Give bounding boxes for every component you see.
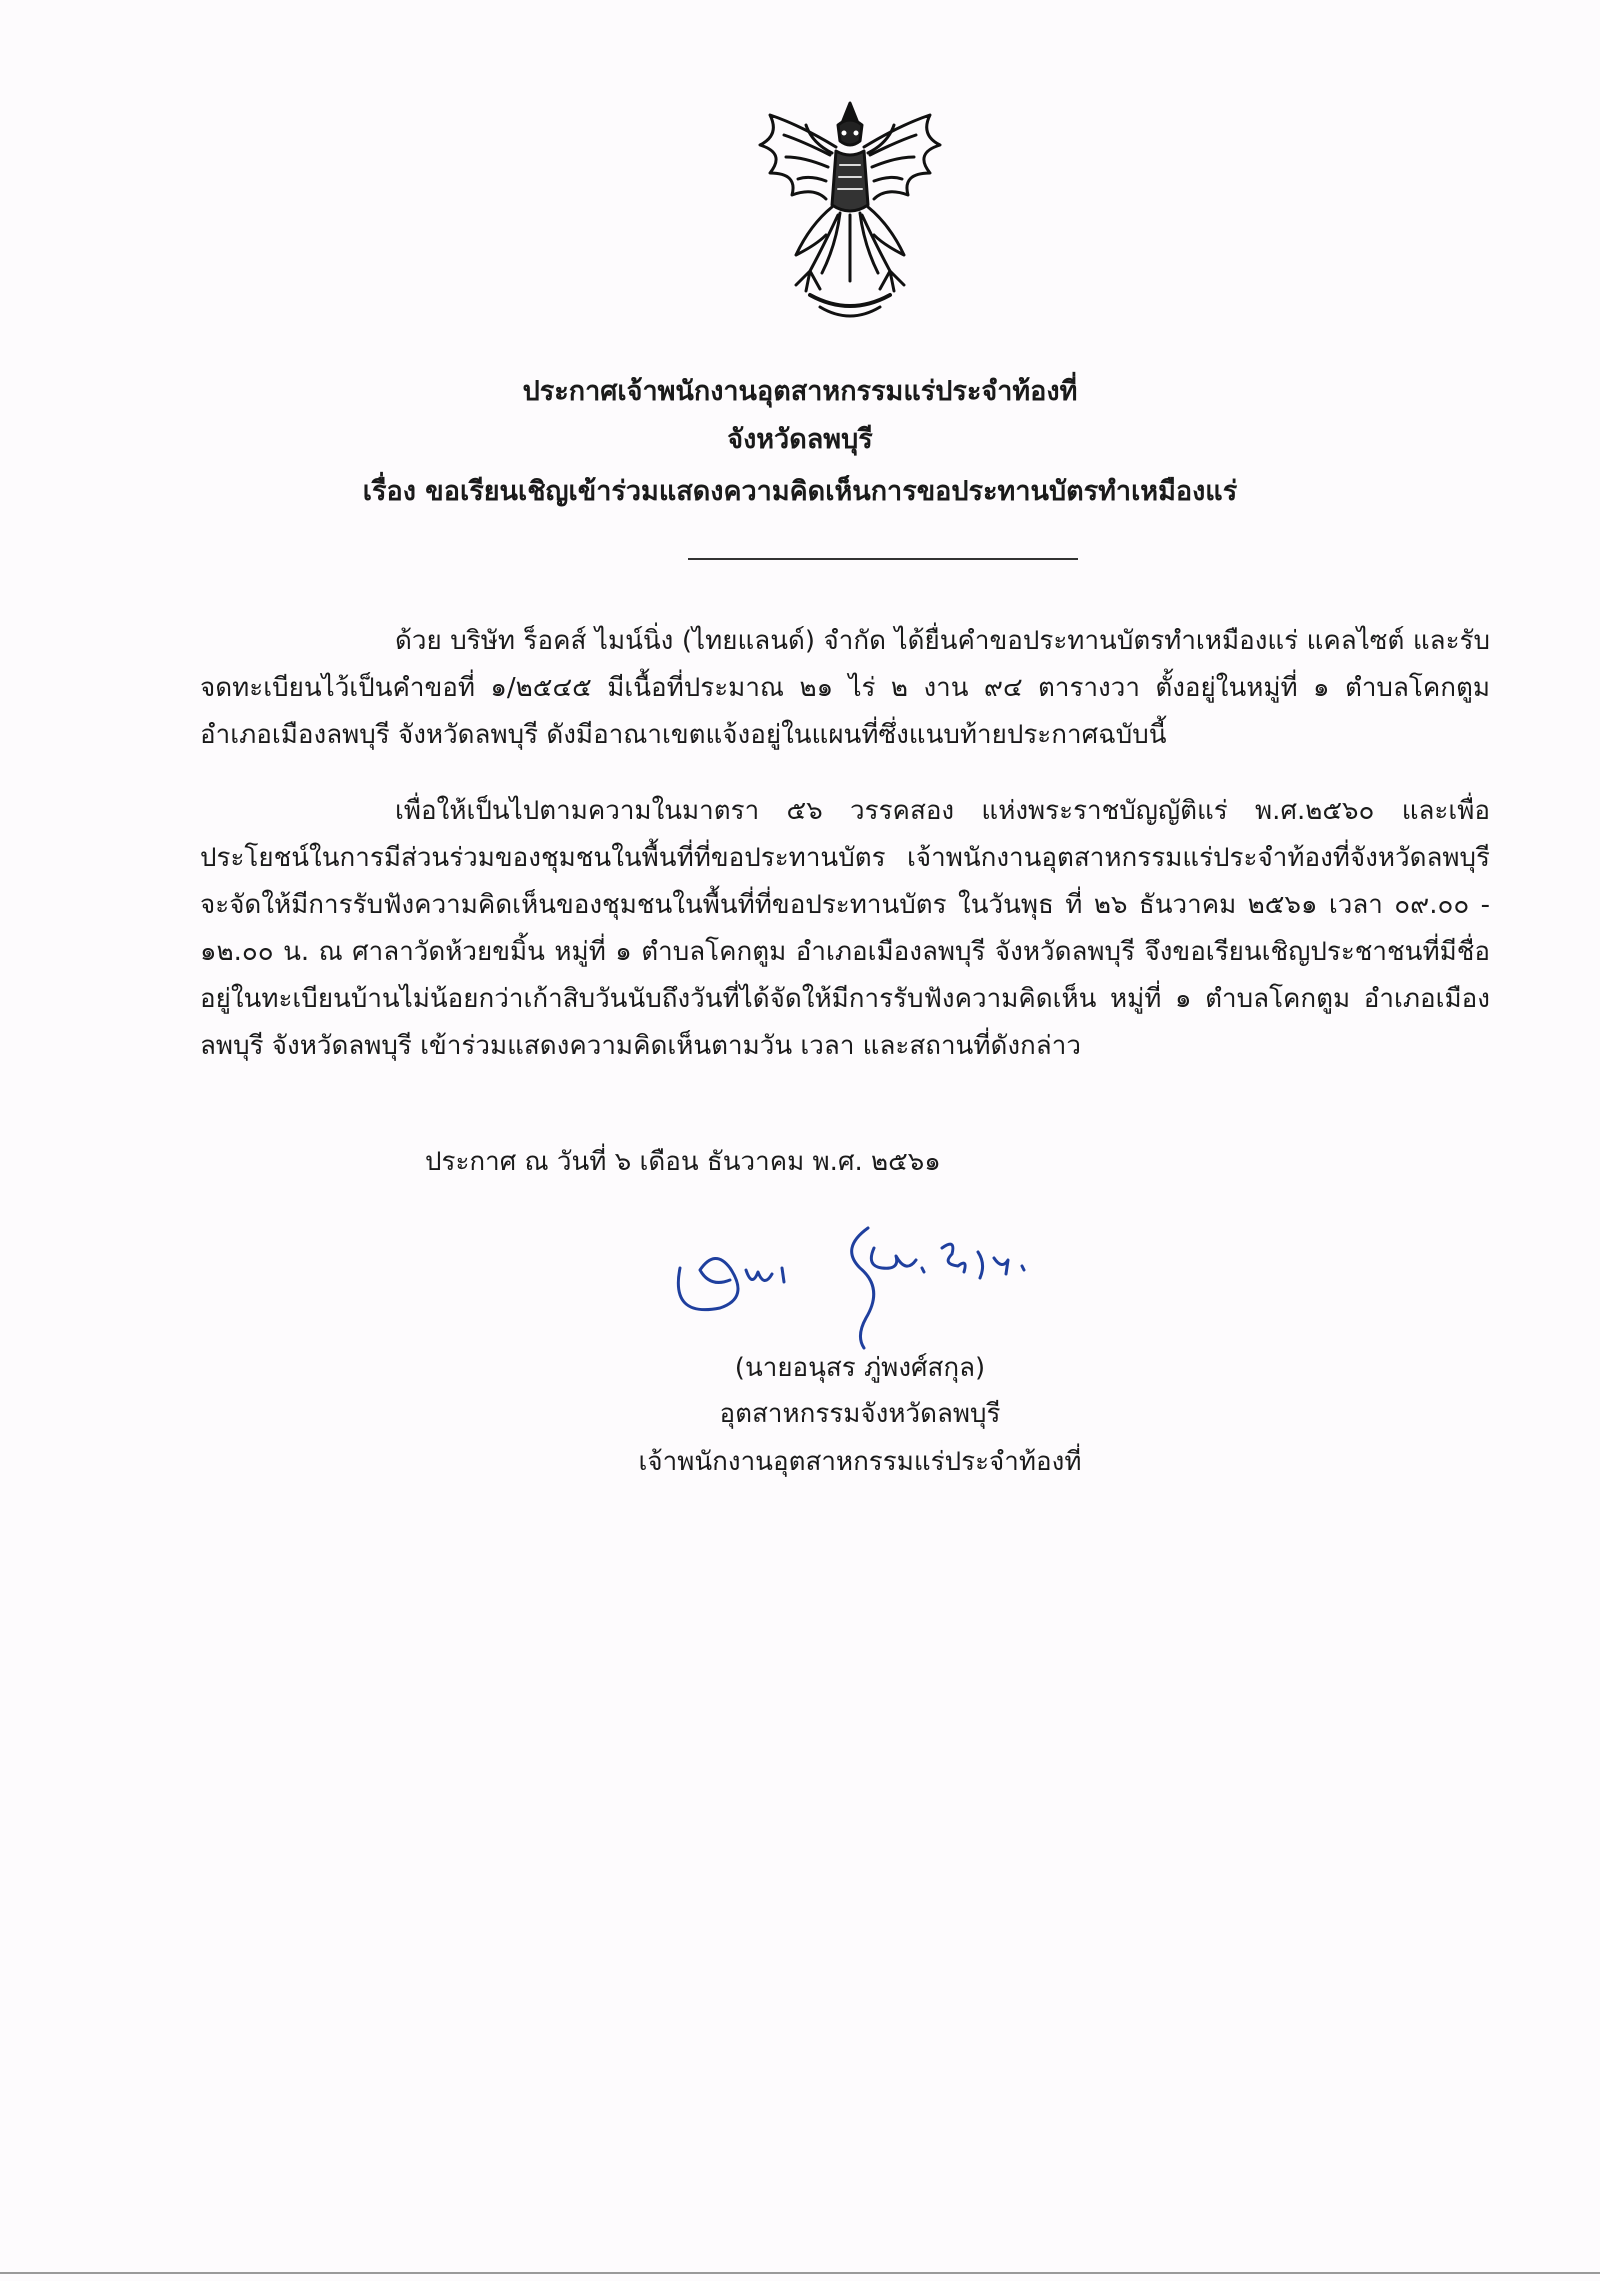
announcement-subject: เรื่อง ขอเรียนเชิญเข้าร่วมแสดงความคิดเห็นการขอประทานบัตรทำเหมืองแร่ [362,476,1238,507]
signatory-name: (นายอนุสร ภู่พงศ์สกุล) [734,1353,986,1383]
garuda-emblem-icon [740,95,960,335]
announcement-title: ประกาศเจ้าพนักงานอุตสาหกรรมแร่ประจำท้องที่ [522,376,1078,407]
signatory-title-2: เจ้าพนักงานอุตสาหกรรมแร่ประจำท้องที่ [638,1447,1082,1477]
body-paragraph-2: เพื่อให้เป็นไปตามความในมาตรา ๕๖ วรรคสอง แห่งพระราชบัญญัติแร่ พ.ศ.๒๕๖๐ และเพื่อประโยชน์ในการมีส่วนร่วมของชุมชนในพื้นที่ที่ขอประทานบัตร เจ้าพนักงานอุตสาหกรรมแร่ประจำท้องที่จังหวัดลพบุรี จะจัดให้มีการรับฟังความคิดเห็นของชุมชนในพื้นที่ที่ขอประทานบัตร ในวันพุธ ที่ ๒๖ ธันวาคม ๒๕๖๑ เวลา ๐๙.๐๐ - ๑๒.๐๐ น. ณ ศาลาวัดห้วยขมิ้น หมู่ที่ ๑ ตำบลโคกตูม อำเภอเมืองลพบุรี จังหวัดลพบุรี จึงขอเรียนเชิญประชาชนที่มีชื่ออยู่ในทะเบียนบ้านไม่น้อยกว่าเก้าสิบวันนับถึงวันที่ได้จัดให้มีการรับฟังความคิดเห็น หมู่ที่ ๑ ตำบลโคกตูม อำเภอเมืองลพบุรี จังหวัดลพบุรี เข้าร่วมแสดงความคิดเห็นตามวัน เวลา และสถานที่ดังกล่าว [200,796,1490,1061]
signatory-title-1: อุตสาหกรรมจังหวัดลพบุรี [719,1399,1001,1429]
announcement-province: จังหวัดลพบุรี [727,424,873,455]
announcement-date: ประกาศ ณ วันที่ ๖ เดือน ธันวาคม พ.ศ. ๒๕๖๑ [425,1147,941,1177]
scan-edge-line [0,2272,1600,2274]
handwritten-signature [660,1208,1080,1358]
body-paragraph-1: ด้วย บริษัท ร็อคส์ ไมน์นิ่ง (ไทยแลนด์) จำกัด ได้ยื่นคำขอประทานบัตรทำเหมืองแร่ แคลไซต์ และรับจดทะเบียนไว้เป็นคำขอที่ ๑/๒๕๔๕ มีเนื้อที่ประมาณ ๒๑ ไร่ ๒ งาน ๙๔ ตารางวา ตั้งอยู่ในหมู่ที่ ๑ ตำบลโคกตูม อำเภอเมืองลพบุรี จังหวัดลพบุรี ดังมีอาณาเขตแจ้งอยู่ในแผนที่ซึ่งแนบท้ายประกาศฉบับนี้ [200,626,1490,750]
heading-divider [688,558,1078,560]
